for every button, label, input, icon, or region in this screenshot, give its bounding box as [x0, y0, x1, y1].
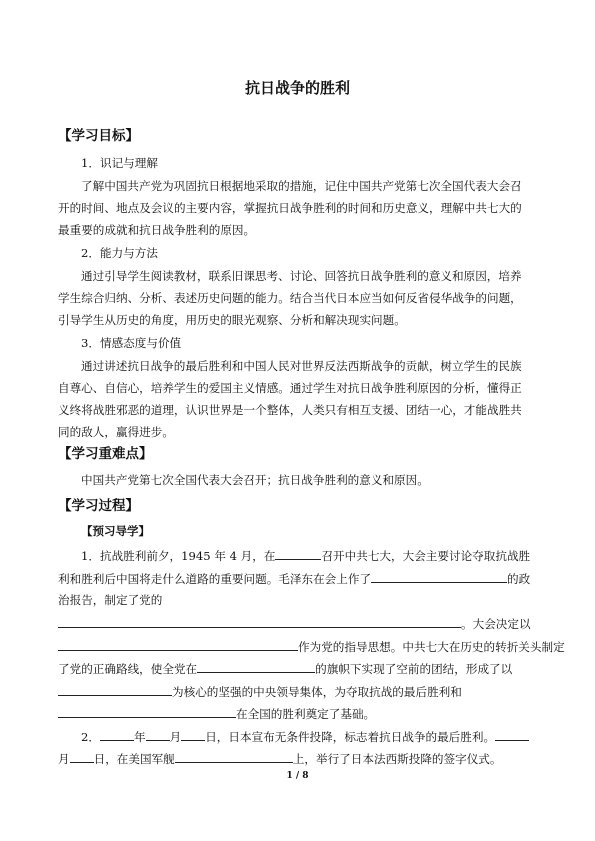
answer-blank[interactable]: [58, 704, 236, 718]
question-text: 利和胜利后中国将走什么道路的重要问题。毛泽东在会上作了: [58, 572, 372, 586]
answer-blank[interactable]: [100, 727, 134, 741]
paragraph-line: 自尊心、自信心，培养学生的爱国主义情感。通过学生对抗日战争胜利原因的分析，懂得正: [58, 381, 522, 395]
answer-blank[interactable]: [495, 727, 529, 741]
document-title: 抗日战争的胜利: [244, 79, 350, 97]
question-text: 日，在美国军舰: [93, 752, 175, 766]
paragraph-line: 通过讲述抗日战争的最后胜利和中国人民对世界反法西斯战争的贡献，树立学生的民族: [81, 359, 522, 373]
question-2-line-2: [58, 749, 501, 767]
section-heading-keypoints: 【学习重难点】: [58, 446, 153, 462]
question-1-line-2: [58, 569, 530, 587]
answer-blank[interactable]: [197, 659, 315, 673]
answer-blank[interactable]: [70, 749, 94, 763]
objective-1-heading: 1．识记与理解: [81, 156, 158, 170]
answer-blank[interactable]: [146, 727, 170, 741]
paragraph-line: 开的时间、地点及会议的主要内容，掌握抗日战争胜利的时间和历史意义，理解中共七大的: [58, 201, 522, 215]
paragraph-line: 同的敌人，赢得进步。: [58, 425, 174, 439]
question-text: 2．: [81, 730, 100, 744]
question-text: 在全国的胜利奠定了基础。: [236, 707, 376, 721]
answer-blank[interactable]: [275, 546, 321, 560]
question-text: 了党的正确路线，使全党在: [58, 662, 198, 676]
question-text: 治报告，制定了党的: [58, 593, 163, 607]
question-text: 月: [58, 752, 70, 766]
answer-blank[interactable]: [175, 749, 293, 763]
question-1-line-6: [58, 659, 512, 677]
question-text: 为核心的坚强的中央领导集体，为夺取抗战的最后胜利和: [172, 685, 462, 699]
answer-blank[interactable]: [58, 614, 461, 628]
question-text: 。大会决定以: [461, 617, 531, 631]
question-text: 的政: [507, 572, 531, 586]
objective-3-heading: 3．情感态度与价值: [81, 336, 182, 350]
keypoints-text: 中国共产党第七次全国代表大会召开；抗日战争胜利的意义和原因。: [81, 473, 429, 487]
question-1-line-3: [58, 592, 162, 608]
paragraph-line: 学生综合归纳、分析、表述历史问题的能力。结合当代日本应当如何反省侵华战争的问题，: [58, 291, 522, 305]
question-1-line-8: [58, 704, 375, 722]
answer-blank[interactable]: [371, 569, 507, 583]
paragraph-line: 通过引导学生阅读教材，联系旧课思考、讨论、回答抗日战争胜利的意义和原因，培养: [81, 269, 522, 283]
paragraph-line: 了解中国共产党为巩固抗日根据地采取的措施，记住中国共产党第七次全国代表大会召: [81, 179, 522, 193]
answer-blank[interactable]: [58, 637, 298, 651]
section-heading-process: 【学习过程】: [58, 498, 139, 514]
section-heading-objectives: 【学习目标】: [58, 128, 139, 144]
objective-2-heading: 2．能力与方法: [81, 246, 158, 260]
paragraph-line: 引导学生从历史的角度，用历史的眼光观察、分析和解决现实问题。: [58, 313, 406, 327]
question-text: 日，日本宣布无条件投降，标志着抗日战争的最后胜利。: [205, 730, 496, 744]
question-text: 上，举行了日本法西斯投降的签字仪式。: [292, 752, 502, 766]
paragraph-line: 最重要的成就和抗日战争胜利的原因。: [58, 223, 256, 237]
question-text: 年: [133, 730, 146, 744]
question-text: 的旗帜下实现了空前的团结，形成了以: [315, 662, 513, 676]
paragraph-line: 义终将战胜邪恶的道理，认识世界是一个整体，人类只有相互支援、团结一心，才能战胜共: [58, 403, 522, 417]
question-text: 月: [169, 730, 182, 744]
question-text: 1．抗战胜利前夕，1945 年 4 月，在: [81, 549, 276, 563]
question-1-line-1: [81, 546, 530, 564]
question-2-line-1: [81, 727, 529, 745]
question-text: 作为党的指导思想。中共七大在历史的转折关头制定: [298, 640, 565, 654]
question-1-line-5: [58, 637, 565, 655]
question-text: 召开中共七大，大会主要讨论夺取抗战胜: [321, 549, 531, 563]
answer-blank[interactable]: [181, 727, 205, 741]
question-1-line-4: [58, 614, 531, 632]
question-1-line-7: [58, 682, 462, 700]
page-number: 1 / 8: [286, 771, 309, 781]
subsection-heading-preview: 【预习导学】: [81, 524, 150, 538]
answer-blank[interactable]: [58, 682, 172, 696]
